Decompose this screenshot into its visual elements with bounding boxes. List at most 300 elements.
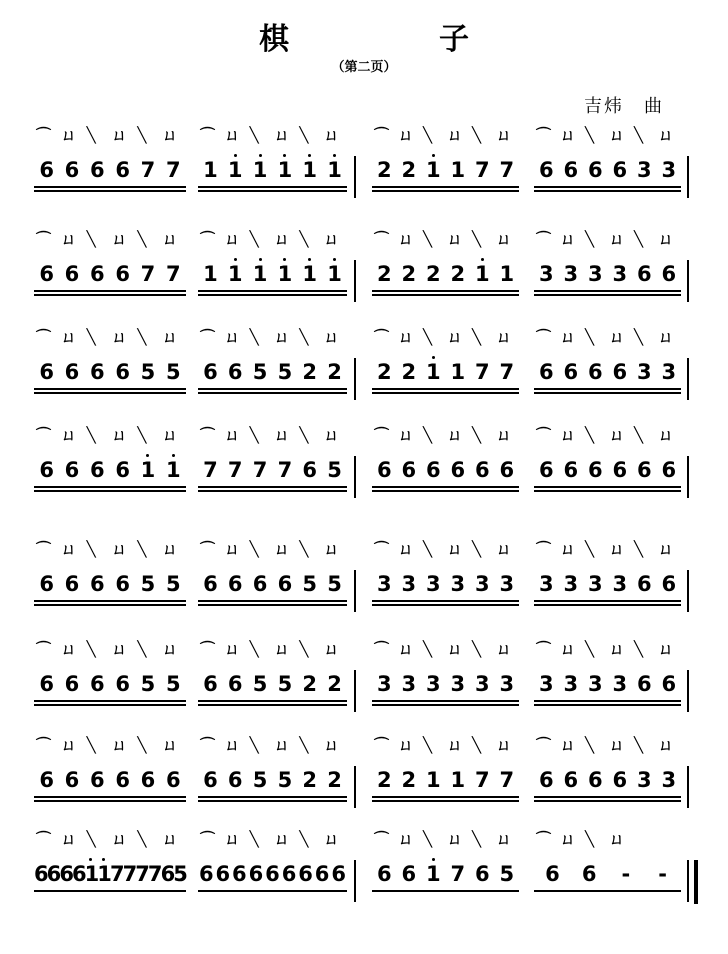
beam-line — [534, 388, 681, 390]
note-group — [534, 862, 681, 886]
beam-line — [34, 392, 186, 394]
measure — [198, 642, 347, 722]
beam-line — [372, 294, 519, 296]
note-group — [198, 360, 347, 384]
bowing-mark: ㄩ — [162, 426, 178, 444]
note: 6 — [39, 458, 54, 482]
bowing-mark: ⌒ — [36, 426, 52, 444]
bowing-mark: ㄩ — [162, 830, 178, 848]
bowing-mark: ㄩ — [560, 736, 576, 754]
bowing-mark: ╲ — [585, 426, 595, 444]
bowing-marks — [198, 232, 347, 254]
bowing-mark: ㄩ — [274, 126, 290, 144]
note: 6 — [115, 158, 130, 182]
bowing-mark: ㄩ — [324, 736, 340, 754]
note: 1 — [297, 262, 322, 286]
measure — [534, 738, 681, 818]
note: 3 — [376, 572, 392, 596]
bowing-marks — [198, 642, 347, 664]
octave-dot — [283, 154, 286, 157]
note: 6 — [115, 262, 130, 286]
measure — [372, 232, 519, 312]
beam-line — [198, 388, 347, 390]
score-title: 棋 子 — [259, 22, 529, 57]
bowing-mark: ╲ — [86, 830, 96, 848]
octave-dot — [102, 858, 105, 861]
note: 6 — [636, 672, 652, 696]
bowing-mark: ⌒ — [374, 328, 390, 346]
bowing-mark: ╲ — [86, 328, 96, 346]
beam-line — [372, 890, 519, 892]
beam-line — [34, 704, 186, 706]
note: 2 — [401, 768, 417, 792]
note: 6 — [281, 862, 297, 886]
bowing-mark: ㄩ — [560, 640, 576, 658]
note-group — [372, 158, 519, 182]
note-group — [372, 862, 519, 886]
bowing-mark: ╲ — [249, 830, 259, 848]
bowing-mark: ⌒ — [536, 640, 552, 658]
bowing-mark: ⌒ — [36, 540, 52, 558]
note-group — [34, 262, 186, 286]
note: 3 — [636, 360, 652, 384]
bowing-mark: ⌒ — [36, 830, 52, 848]
note: 1 — [425, 768, 441, 792]
measure — [198, 330, 347, 410]
bowing-mark: ╲ — [137, 640, 147, 658]
bowing-mark: ㄩ — [162, 640, 178, 658]
bowing-mark: ╲ — [423, 830, 433, 848]
bowing-mark: ㄩ — [61, 126, 77, 144]
score-row — [0, 330, 728, 420]
beam-line — [534, 796, 681, 798]
note: 3 — [538, 672, 554, 696]
note: 7 — [122, 862, 138, 886]
bowing-mark: ╲ — [585, 736, 595, 754]
beam-line — [372, 490, 519, 492]
bowing-mark: ㄩ — [224, 736, 240, 754]
measure — [534, 232, 681, 312]
note: 3 — [499, 572, 515, 596]
bowing-mark: ㄩ — [658, 230, 674, 248]
measure — [34, 128, 186, 208]
bowing-mark: ㄩ — [274, 640, 290, 658]
bowing-mark: ╲ — [585, 126, 595, 144]
bowing-mark: ⌒ — [200, 540, 216, 558]
beam-line — [534, 190, 681, 192]
bowing-mark: ㄩ — [61, 540, 77, 558]
bowing-mark: ⌒ — [374, 830, 390, 848]
bowing-mark: ㄩ — [398, 640, 414, 658]
octave-dot — [234, 258, 237, 261]
bowing-mark: ㄩ — [224, 640, 240, 658]
bowing-mark: ╲ — [472, 736, 482, 754]
note: 6 — [46, 862, 62, 886]
bowing-marks — [34, 542, 186, 564]
note: 6 — [376, 862, 392, 886]
beam-line — [372, 600, 519, 602]
bowing-mark: ╲ — [249, 328, 259, 346]
note: 5 — [252, 768, 268, 792]
note: 6 — [227, 768, 243, 792]
note: 2 — [302, 768, 318, 792]
bowing-mark: ╲ — [472, 640, 482, 658]
bowing-marks — [372, 542, 519, 564]
note: 6 — [64, 158, 80, 182]
note: 6 — [302, 458, 318, 482]
bowing-mark: ㄩ — [398, 328, 414, 346]
note: 1 — [97, 862, 110, 886]
bowing-mark: ㄩ — [658, 540, 674, 558]
measure — [534, 428, 681, 508]
bowing-mark: ╲ — [249, 540, 259, 558]
bowing-mark: ╲ — [423, 126, 433, 144]
note: 3 — [636, 158, 652, 182]
bowing-marks — [372, 642, 519, 664]
measure — [198, 832, 347, 912]
bowing-mark: ㄩ — [112, 230, 128, 248]
note: 6 — [140, 768, 156, 792]
note: 3 — [425, 572, 441, 596]
bowing-mark: ㄩ — [162, 126, 178, 144]
note: 6 — [115, 458, 130, 482]
bowing-marks — [534, 832, 681, 854]
note: 3 — [612, 672, 628, 696]
bowing-mark: ⌒ — [536, 126, 552, 144]
note: 1 — [470, 262, 495, 286]
bowing-mark: ㄩ — [560, 830, 576, 848]
bowing-mark: ╲ — [86, 736, 96, 754]
score-row — [0, 542, 728, 632]
beam-line — [372, 190, 519, 192]
bowing-mark: ㄩ — [609, 830, 625, 848]
bowing-mark: ㄩ — [112, 640, 128, 658]
note-group — [198, 862, 347, 886]
note: 1 — [421, 158, 446, 182]
bowing-mark: ╲ — [634, 640, 644, 658]
barline — [354, 570, 356, 612]
measure — [534, 642, 681, 722]
octave-dot — [146, 454, 149, 457]
measure — [198, 128, 347, 208]
bowing-mark: ㄩ — [324, 830, 340, 848]
note: 1 — [203, 158, 218, 182]
bowing-marks — [372, 428, 519, 450]
beam-line — [34, 890, 186, 892]
bowing-mark: ㄩ — [274, 540, 290, 558]
note: 6 — [215, 862, 231, 886]
note: 6 — [64, 768, 80, 792]
note: 6 — [265, 862, 280, 886]
bowing-mark: ⌒ — [200, 830, 216, 848]
bowing-mark: ㄩ — [447, 540, 463, 558]
beam-line — [372, 704, 519, 706]
note: 3 — [401, 672, 417, 696]
octave-dot — [259, 154, 262, 157]
note: 6 — [39, 360, 54, 384]
note: 5 — [252, 360, 268, 384]
bowing-mark: ㄩ — [447, 736, 463, 754]
barline — [687, 358, 689, 400]
bowing-mark: ⌒ — [536, 426, 552, 444]
beam-line — [534, 604, 681, 606]
bowing-mark: ㄩ — [112, 736, 128, 754]
note-group — [372, 262, 519, 286]
beam-line — [534, 486, 681, 488]
bowing-mark: ㄩ — [447, 126, 463, 144]
note: 6 — [563, 158, 579, 182]
beam-line — [34, 604, 186, 606]
note: 6 — [612, 768, 628, 792]
note-group — [534, 768, 681, 792]
measure — [534, 330, 681, 410]
note: 6 — [331, 862, 346, 886]
note: 6 — [587, 360, 603, 384]
score-row — [0, 428, 728, 518]
bowing-mark: ╲ — [423, 426, 433, 444]
bowing-mark: ㄩ — [658, 736, 674, 754]
bowing-mark: ⌒ — [374, 126, 390, 144]
bowing-mark: ㄩ — [447, 426, 463, 444]
measure — [372, 738, 519, 818]
note-group — [372, 360, 519, 384]
note: 3 — [612, 262, 628, 286]
note: 6 — [636, 262, 652, 286]
bowing-mark: ㄩ — [658, 640, 674, 658]
octave-dot — [432, 356, 435, 359]
note: 7 — [227, 458, 243, 482]
bowing-mark: ㄩ — [324, 540, 340, 558]
octave-dot — [259, 258, 262, 261]
bowing-mark: ╲ — [86, 540, 96, 558]
bowing-mark: ㄩ — [560, 426, 576, 444]
bowing-mark: ⌒ — [536, 736, 552, 754]
barline — [687, 156, 689, 198]
bowing-mark: ㄩ — [61, 328, 77, 346]
bowing-mark: ╲ — [299, 426, 309, 444]
octave-dot — [432, 154, 435, 157]
note: 6 — [661, 458, 677, 482]
beam-line — [34, 190, 186, 192]
note: 6 — [90, 262, 105, 286]
note: 6 — [538, 158, 554, 182]
note: 2 — [450, 262, 466, 286]
note: 6 — [425, 458, 441, 482]
page-indicator: （第二页） — [331, 60, 397, 75]
bowing-mark: ㄩ — [609, 328, 625, 346]
bowing-mark: ㄩ — [496, 126, 512, 144]
bowing-mark: ╲ — [137, 736, 147, 754]
bowing-mark: ㄩ — [658, 426, 674, 444]
beam-line — [372, 796, 519, 798]
bowing-mark: ⌒ — [374, 426, 390, 444]
note: 6 — [661, 262, 677, 286]
note: 1 — [421, 360, 446, 384]
bowing-mark: ㄩ — [61, 640, 77, 658]
bowing-mark: ╲ — [472, 540, 482, 558]
note-group — [198, 572, 347, 596]
bowing-mark: ╲ — [634, 126, 644, 144]
beam-line — [198, 490, 347, 492]
note: 6 — [64, 458, 80, 482]
score-row — [0, 232, 728, 322]
bowing-marks — [34, 128, 186, 150]
note: 6 — [248, 862, 264, 886]
measure — [198, 738, 347, 818]
bowing-mark: ╲ — [634, 736, 644, 754]
measure — [34, 330, 186, 410]
bowing-mark: ㄩ — [274, 230, 290, 248]
note: 6 — [90, 672, 105, 696]
note-group — [34, 158, 186, 182]
note: 6 — [115, 768, 130, 792]
final-barline — [694, 860, 698, 904]
bowing-mark: ㄩ — [61, 230, 77, 248]
note: 6 — [636, 572, 652, 596]
note-group — [534, 262, 681, 286]
barline — [354, 860, 356, 902]
beam-line — [372, 486, 519, 488]
beam-line — [198, 600, 347, 602]
note: 7 — [252, 458, 268, 482]
note: 6 — [232, 862, 247, 886]
note: 1 — [248, 158, 273, 182]
note: 1 — [135, 458, 160, 482]
bowing-mark: ╲ — [137, 830, 147, 848]
note: 2 — [376, 158, 392, 182]
note: 6 — [39, 672, 54, 696]
note: 6 — [298, 862, 313, 886]
note-group — [34, 862, 186, 886]
bowing-mark: ╲ — [472, 328, 482, 346]
note: 6 — [39, 768, 54, 792]
measure — [34, 542, 186, 622]
bowing-mark: ╲ — [634, 540, 644, 558]
bowing-mark: ╲ — [299, 328, 309, 346]
octave-dot — [308, 258, 311, 261]
bowing-mark: ⌒ — [374, 230, 390, 248]
barline — [687, 766, 689, 808]
bowing-mark: ㄩ — [224, 540, 240, 558]
beam-line — [534, 294, 681, 296]
beam-line — [534, 392, 681, 394]
note: 5 — [277, 768, 293, 792]
bowing-mark: ㄩ — [61, 426, 77, 444]
barline — [687, 456, 689, 498]
bowing-marks — [372, 232, 519, 254]
bowing-mark: ㄩ — [398, 230, 414, 248]
note: 6 — [612, 158, 628, 182]
note: 6 — [636, 458, 652, 482]
note: 6 — [474, 458, 490, 482]
note-group — [34, 572, 186, 596]
note-group — [34, 672, 186, 696]
note: 7 — [147, 862, 163, 886]
bowing-mark: ╲ — [249, 640, 259, 658]
measure — [372, 542, 519, 622]
note: 5 — [277, 672, 293, 696]
bowing-mark: ╲ — [137, 540, 147, 558]
note: 6 — [587, 458, 603, 482]
note: 1 — [450, 768, 466, 792]
note: 6 — [203, 572, 218, 596]
note-group — [372, 672, 519, 696]
note: 6 — [71, 862, 87, 886]
note: 6 — [115, 572, 130, 596]
measure — [198, 542, 347, 622]
bowing-mark: ㄩ — [324, 328, 340, 346]
note: 1 — [450, 360, 466, 384]
barline — [354, 456, 356, 498]
note: 6 — [401, 458, 417, 482]
measure — [372, 428, 519, 508]
measure — [372, 330, 519, 410]
bowing-mark: ⌒ — [36, 230, 52, 248]
barline — [354, 670, 356, 712]
note-group — [534, 458, 681, 482]
beam-line — [372, 186, 519, 188]
beam-line — [34, 294, 186, 296]
note: 5 — [277, 360, 293, 384]
octave-dot — [333, 154, 336, 157]
note: 3 — [587, 262, 603, 286]
bowing-marks — [198, 738, 347, 760]
bowing-mark: ㄩ — [112, 126, 128, 144]
beam-line — [34, 600, 186, 602]
bowing-mark: ㄩ — [560, 328, 576, 346]
bowing-mark: ╲ — [86, 126, 96, 144]
bowing-marks — [34, 232, 186, 254]
note: 3 — [450, 572, 466, 596]
note: 7 — [135, 862, 150, 886]
bowing-mark: ╲ — [472, 126, 482, 144]
note: 6 — [203, 672, 218, 696]
note: 5 — [165, 672, 181, 696]
note: 3 — [587, 672, 603, 696]
note: 6 — [563, 360, 579, 384]
note: 6 — [376, 458, 392, 482]
bowing-mark: ㄩ — [112, 830, 128, 848]
bowing-mark: ⌒ — [374, 540, 390, 558]
note: 2 — [401, 262, 417, 286]
bowing-mark: ╲ — [299, 736, 309, 754]
note: 2 — [401, 158, 417, 182]
note: 6 — [203, 768, 218, 792]
note: 6 — [64, 262, 80, 286]
bowing-mark: ㄩ — [496, 230, 512, 248]
note: 6 — [587, 158, 603, 182]
bowing-mark: ㄩ — [609, 540, 625, 558]
bowing-mark: ㄩ — [398, 540, 414, 558]
bowing-mark: ⌒ — [200, 230, 216, 248]
note: 2 — [401, 360, 417, 384]
beam-line — [372, 388, 519, 390]
bowing-mark: ㄩ — [658, 126, 674, 144]
bowing-marks — [198, 542, 347, 564]
note: 6 — [474, 862, 490, 886]
bowing-mark: ㄩ — [609, 230, 625, 248]
beam-line — [34, 388, 186, 390]
note: 6 — [90, 458, 105, 482]
bowing-mark: ㄩ — [324, 126, 340, 144]
note: 2 — [376, 262, 392, 286]
bowing-mark: ㄩ — [398, 426, 414, 444]
bowing-marks — [534, 428, 681, 450]
bowing-mark: ㄩ — [398, 126, 414, 144]
beam-line — [372, 800, 519, 802]
note: 2 — [327, 360, 342, 384]
bowing-mark: ╲ — [634, 426, 644, 444]
